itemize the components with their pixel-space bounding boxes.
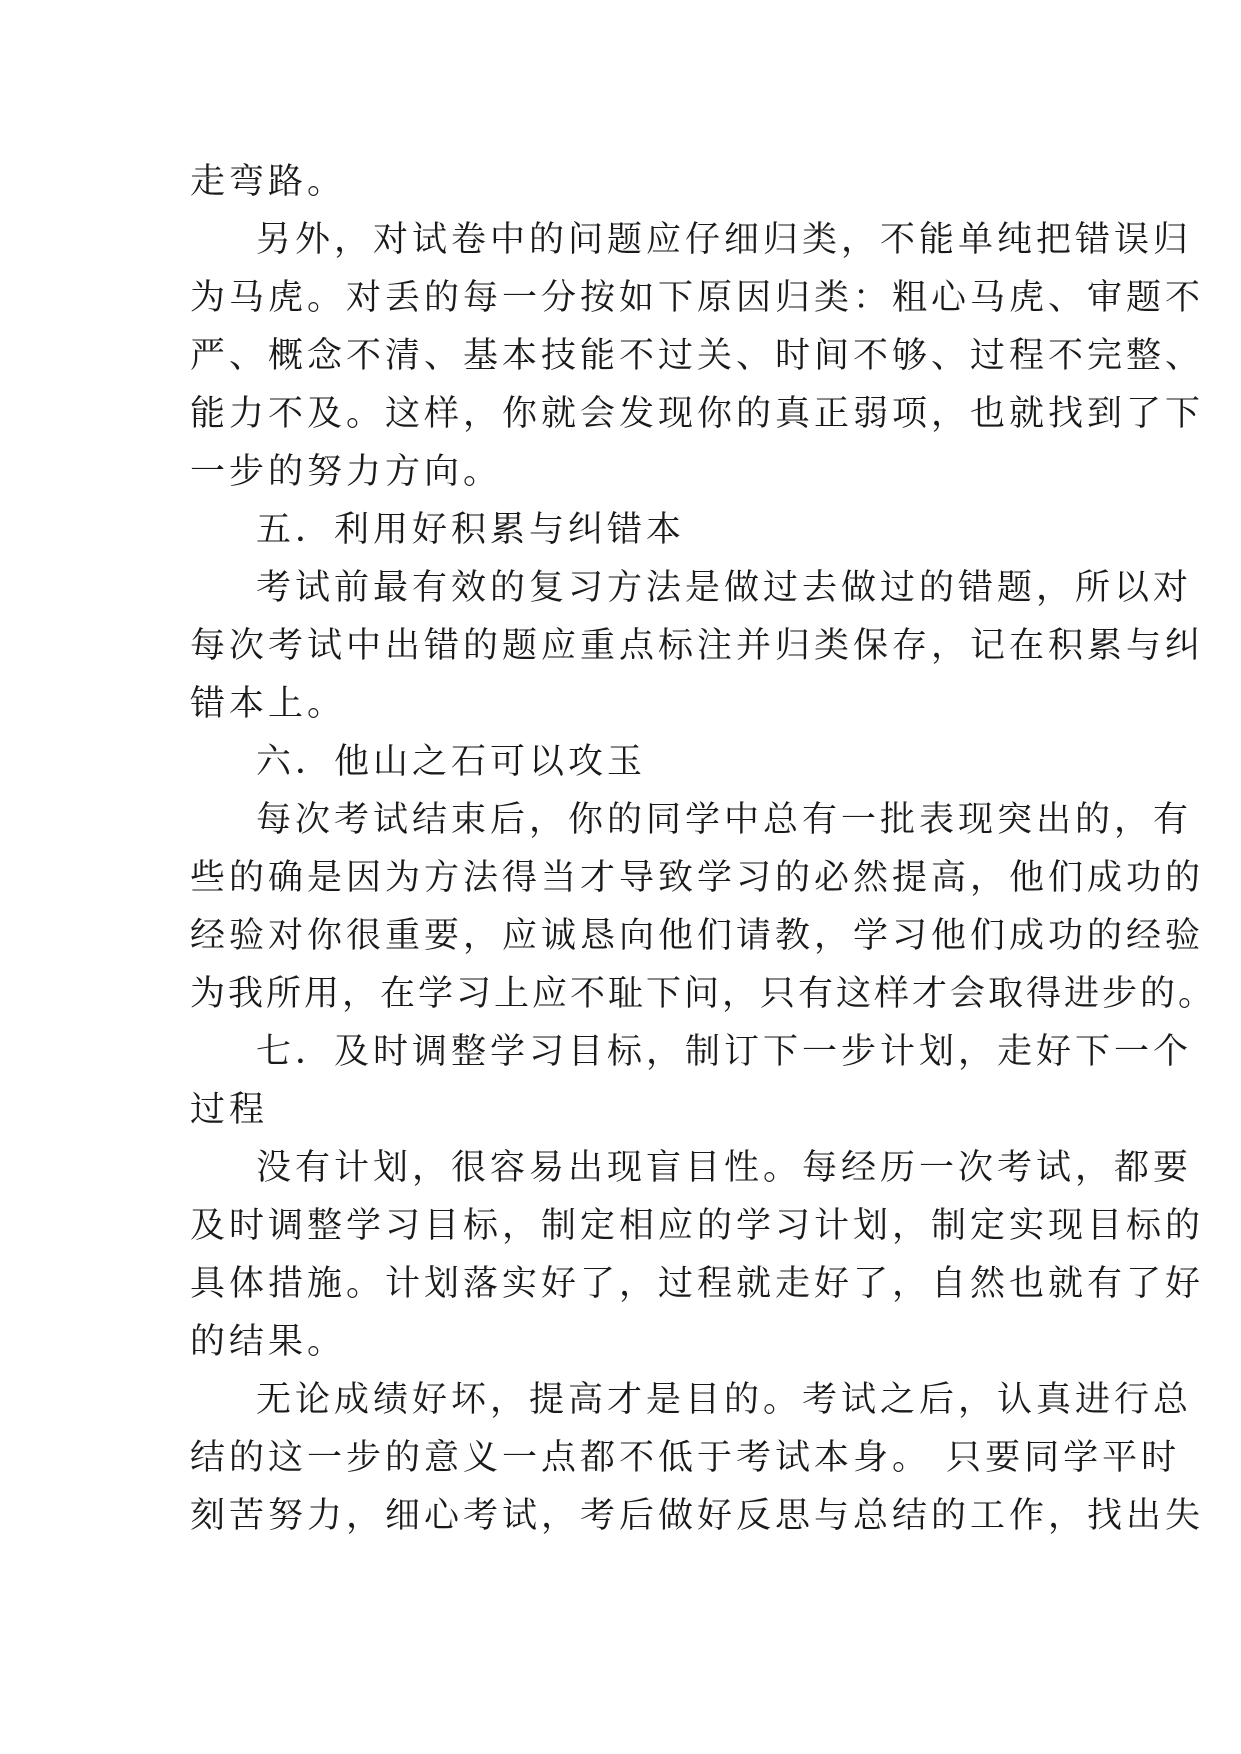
paragraph-first-line: 另外，对试卷中的问题应仔细归类，不能单纯把错误归 [256,220,1193,260]
text-line: 每次考试中出错的题应重点标注并归类保存，记在积累与纠 [190,626,1205,666]
text-line: 具体措施。计划落实好了，过程就走好了，自然也就有了好 [190,1264,1205,1304]
paragraph-first-line: 考试前最有效的复习方法是做过去做过的错题，所以对 [256,568,1193,608]
text-line: 为我所用，在学习上应不耻下问，只有这样才会取得进步的。 [190,974,1217,1014]
text-line: 为马虎。对丢的每一分按如下原因归类：粗心马虎、审题不 [190,278,1205,318]
text-line: 一步的努力方向。 [190,452,503,492]
text-line: 能力不及。这样，你就会发现你的真正弱项，也就找到了下 [190,394,1205,434]
paragraph-first-line: 每次考试结束后，你的同学中总有一批表现突出的，有 [256,800,1193,840]
text-line: 些的确是因为方法得当才导致学习的必然提高，他们成功的 [190,858,1205,898]
section-heading-7-continued: 过程 [190,1090,269,1130]
text-line: 经验对你很重要，应诚恳向他们请教，学习他们成功的经验 [190,916,1205,956]
section-heading-5: 五．利用好积累与纠错本 [256,510,686,550]
text-line: 严、概念不清、基本技能不过关、时间不够、过程不完整、 [190,336,1205,376]
text-line: 及时调整学习目标，制定相应的学习计划，制定实现目标的 [190,1206,1205,1246]
text-line: 的结果。 [190,1322,347,1362]
section-heading-6: 六．他山之石可以攻玉 [256,742,647,782]
text-line: 错本上。 [190,684,347,724]
paragraph-first-line: 没有计划，很容易出现盲目性。每经历一次考试，都要 [256,1148,1193,1188]
text-line: 结的这一步的意义一点都不低于考试本身。 只要同学平时 [190,1438,1181,1478]
section-heading-7: 七．及时调整学习目标，制订下一步计划，走好下一个 [256,1032,1193,1072]
text-line: 走弯路。 [190,162,347,202]
text-line: 刻苦努力，细心考试，考后做好反思与总结的工作，找出失 [190,1496,1205,1536]
paragraph-first-line: 无论成绩好坏，提高才是目的。考试之后，认真进行总 [256,1380,1193,1420]
